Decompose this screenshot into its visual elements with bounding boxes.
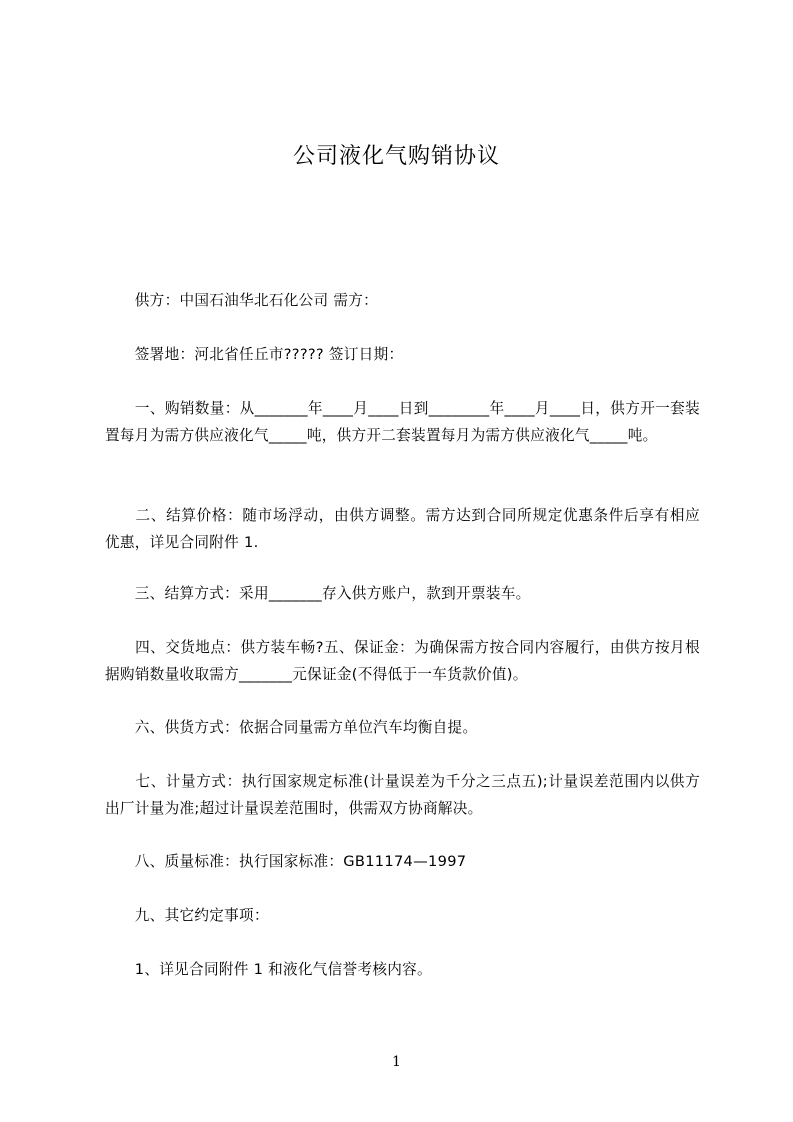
clause-settlement: 三、结算方式：采用_______存入供方账户，款到开票装车。: [105, 585, 531, 602]
party-info-paragraph: 供方：中国石油华北石化公司 需方：: [105, 292, 379, 309]
clause-quantity: 一、购销数量：从_______年____月____日到________年____月____日，供方开一套装置每月为需方供应液化气_____吨，供方开二套装置每月为需方供应液化气_____吨。: [105, 400, 700, 444]
document-title: 公司液化气购销协议: [292, 144, 500, 169]
clause-measurement: 七、计量方式：执行国家规定标准(计量误差为千分之三点五);计量误差范围内以供方出厂计量为准;超过计量误差范围时，供需双方协商解决。: [105, 773, 700, 817]
clause-price: 二、结算价格：随市场浮动，由供方调整。需方达到合同所规定优惠条件后享有相应优惠，详见合同附件 1.: [105, 507, 700, 551]
clause-supply-method: 六、供货方式：依据合同量需方单位汽车均衡自提。: [105, 719, 478, 736]
clause-quality: 八、质量标准：执行国家标准：GB11174—1997: [105, 853, 467, 870]
clause-other: 九、其它约定事项：: [105, 907, 269, 924]
signing-info-paragraph: 签署地：河北省任丘市????? 签订日期：: [105, 346, 404, 363]
clause-delivery-deposit: 四、交货地点：供方装车畅?五、保证金：为确保需方按合同内容履行，由供方按月根据购销数量收取需方_______元保证金(不得低于一车货款价值)。: [105, 639, 700, 683]
clause-other-item-1: 1、详见合同附件 1 和液化气信誉考核内容。: [105, 961, 432, 978]
page-number: 1: [392, 1054, 401, 1070]
